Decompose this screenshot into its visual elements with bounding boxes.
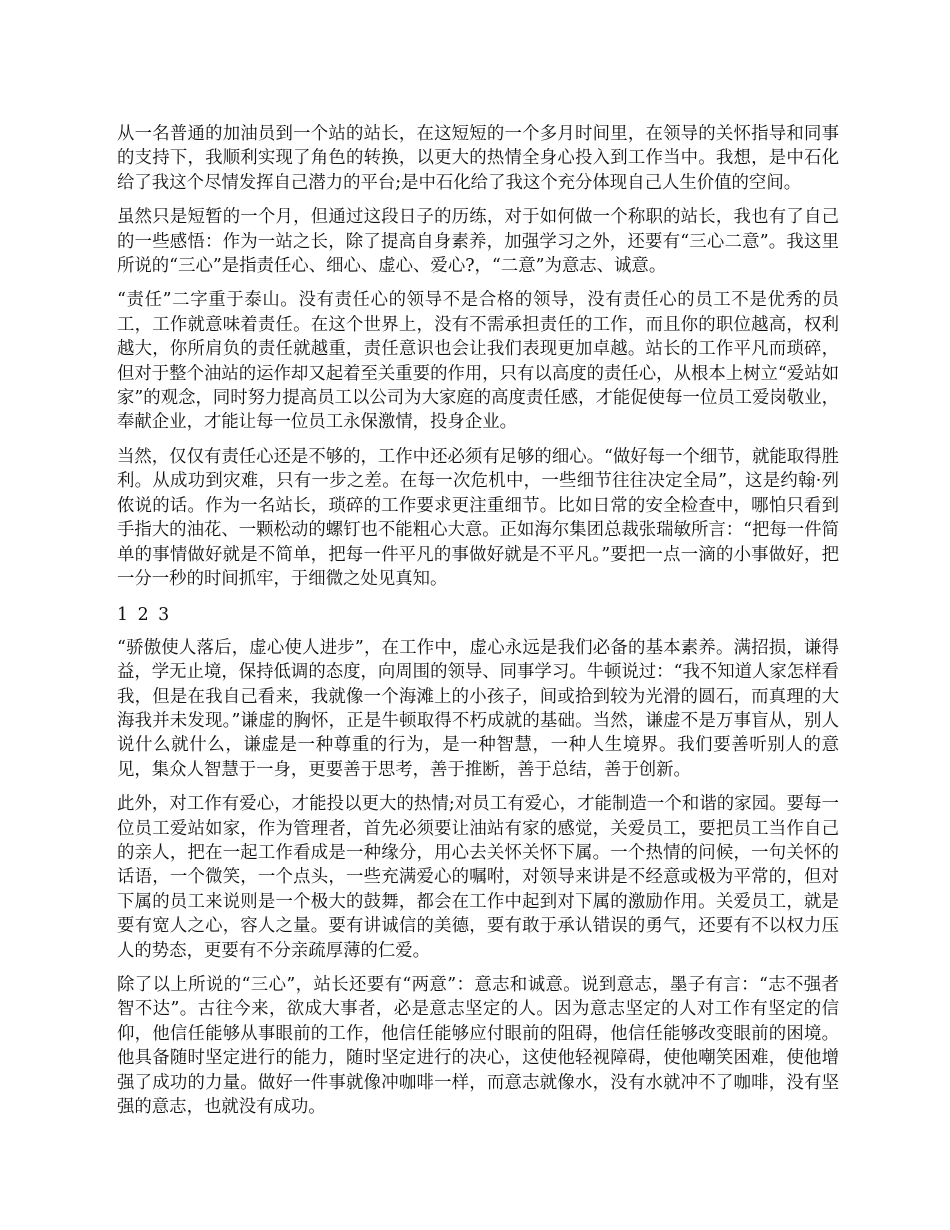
paragraph-responsibility: “责任”二字重于泰山。没有责任心的领导不是合格的领导，没有责任心的员工不是优秀的员工，工作就意味着责任。在这个世界上，没有不需承担责任的工作，而且你的职位越高，权利越大，你所肩负的责任就越重，责任意识也会让我们表现更加卓越。站长的工作平凡而琐碎，但对于整个油站的运作却又起着至关重要的作用，只有以高度的责任心，从根本上树立“爱站如家”的观念，同时努力提高员工以公司为大家庭的高度责任感，才能促使每一位员工爱岗敬业，奉献企业，才能让每一位员工永保激情，投身企业。 bbox=[117, 290, 839, 433]
paragraph-three-hearts-intro: 虽然只是短暂的一个月，但通过这段日子的历练，对于如何做一个称职的站长，我也有了自己的一些感悟：作为一站之长，除了提高自身素养，加强学习之外，还要有“三心二意”。我这里所说的“三心”是指责任心、细心、虚心、爱心?，“二意”为意志、诚意。 bbox=[117, 207, 839, 277]
paragraph-will-sincerity: 除了以上所说的“三心”，站长还要有“两意”：意志和诚意。说到意志，墨子有言：“志不强者智不达”。古往今来，欲成大事者，必是意志坚定的人。因为意志坚定的人对工作有坚定的信仰，他信任能够从事眼前的工作，他信任能够应付眼前的阻碍，他信任能够改变眼前的困境。他具备随时坚定进行的能力，随时坚定进行的决心，这使他轻视障碍，使他嘲笑困难，使他增强了成功的力量。做好一件事就像冲咖啡一样，而意志就像水，没有水就冲不了咖啡，没有坚强的意志，也就没有成功。 bbox=[117, 975, 839, 1118]
paragraph-modesty: “骄傲使人落后，虚心使人进步”，在工作中，虚心永远是我们必备的基本素养。满招损，谦得益，学无止境，保持低调的态度，向周围的领导、同事学习。牛顿说过：“我不知道人家怎样看我，但是在我自己看来，我就像一个海滩上的小孩子，间或拾到较为光滑的圆石，而真理的大海我并未发现。”谦虚的胸怀，正是牛顿取得不朽成就的基础。当然，谦虚不是万事盲从，别人说什么就什么，谦虚是一种尊重的行为，是一种智慧，一种人生境界。我们要善听别人的意见，集众人智慧于一身，更要善于思考，善于推断，善于总结，善于创新。 bbox=[117, 637, 839, 780]
paragraph-love: 此外，对工作有爱心，才能投以更大的热情;对员工有爱心，才能制造一个和谐的家园。要每一位员工爱站如家，作为管理者，首先必须要让油站有家的感觉，关爱员工，要把员工当作自己的亲人，把在一起工作看成是一种缘分，用心去关怀关怀下属。一个热情的问候，一句关怀的话语，一个微笑，一个点头，一些充满爱心的嘱咐，对领导来讲是不经意或极为平常的，但对下属的员工来说则是一个极大的鼓舞，都会在工作中起到对下属的激励作用。关爱员工，就是要有宽人之心，容人之量。要有讲诚信的美德，要有敢于承认错误的勇气，还要有不以权力压人的势态，更要有不分亲疏厚薄的仁爱。 bbox=[117, 794, 839, 961]
document-page bbox=[117, 122, 839, 1129]
paragraph-role-change: 从一名普通的加油员到一个站的站长，在这短短的一个多月时间里，在领导的关怀指导和同事的支持下，我顺利实现了角色的转换，以更大的热情全身心投入到工作当中。我想，是中石化给了我这个尽情发挥自己潜力的平台;是中石化给了我这个充分体现自己人生价值的空间。 bbox=[117, 124, 839, 193]
paragraph-carefulness: 当然，仅仅有责任心还是不够的，工作中还必须有足够的细心。“做好每一个细节，就能取得胜利。从成功到灾难，只有一步之差。在每一次危机中，一些细节往往决定全局”，这是约翰·列侬说的话。作为一名站长，琐碎的工作要求更注重细节。比如日常的安全检查中，哪怕只看到手指大的油花、一颗松动的螺钉也不能粗心大意。正如海尔集团总裁张瑞敏所言：“把每一件简单的事情做好就是不简单，把每一件平凡的事做好就是不平凡。”要把一点一滴的小事做好，把一分一秒的时间抓牢，于细微之处见真知。 bbox=[117, 446, 839, 589]
page-numbers: 1 2 3 bbox=[117, 605, 172, 626]
